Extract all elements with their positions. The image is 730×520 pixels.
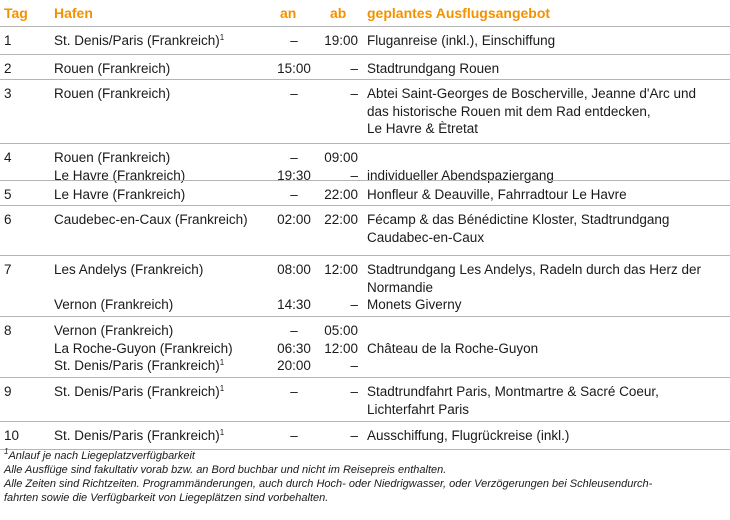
cell-tag: 4 bbox=[4, 150, 12, 165]
cell-an: 14:30 bbox=[277, 297, 311, 312]
cell-hafen: Les Andelys (Frankreich) bbox=[54, 262, 204, 277]
footnote-4: fahrten sowie die Verfügbarkeit von Liegeplätzen sind vorbehalten. bbox=[4, 492, 329, 504]
cell-tag: 3 bbox=[4, 86, 12, 101]
cell-an: – bbox=[290, 150, 298, 165]
cell-an: 19:30 bbox=[277, 167, 311, 183]
cell-angebot: Stadtrundfahrt Paris, Montmartre & Sacré Coeur, bbox=[367, 384, 659, 399]
cell-angebot: Stadtrundgang Les Andelys, Radeln durch das Herz der bbox=[367, 262, 701, 277]
cell-tag: 8 bbox=[4, 323, 12, 338]
cell-ab: 22:00 bbox=[324, 212, 358, 227]
cell-an: – bbox=[290, 187, 298, 202]
table-header bbox=[0, 0, 730, 26]
cell-an: 15:00 bbox=[277, 61, 311, 76]
cell-tag: 10 bbox=[4, 428, 20, 443]
table-row bbox=[0, 79, 730, 144]
cell-hafen: Le Havre (Frankreich) bbox=[54, 187, 186, 202]
cell-ab: – bbox=[350, 384, 358, 399]
cell-angebot: Château de la Roche-Guyon bbox=[367, 340, 539, 356]
table-row bbox=[0, 143, 730, 181]
cell-ab: 05:00 bbox=[324, 323, 358, 338]
cell-hafen: St. Denis/Paris (Frankreich)$^1$ bbox=[54, 33, 225, 48]
cell-ab: – bbox=[350, 86, 358, 101]
header-tag: Tag bbox=[4, 5, 28, 21]
footnote-2: Alle Ausflüge sind fakultativ vorab bzw. an Bord buchbar und nicht im Reisepreis enthalten. bbox=[4, 464, 447, 476]
footnote-1: $^1$Anlauf je nach Liegeplatzverfügbarkeit bbox=[4, 447, 195, 462]
cell-angebot: Fluganreise (inkl.), Einschiffung bbox=[367, 33, 556, 48]
cell-angebot: Normandie bbox=[367, 279, 434, 295]
table-row bbox=[0, 255, 730, 317]
cell-angebot: Honfleur & Deauville, Fahrradtour Le Havre bbox=[367, 187, 627, 202]
cell-hafen: La Roche-Guyon (Frankreich) bbox=[54, 340, 233, 356]
cell-ab: – bbox=[350, 167, 358, 183]
cell-ab: 22:00 bbox=[324, 187, 358, 202]
cell-angebot: Lichterfahrt Paris bbox=[367, 401, 470, 417]
table-row bbox=[0, 377, 730, 422]
cell-hafen: St. Denis/Paris (Frankreich)$^1$ bbox=[54, 428, 225, 443]
header-angebot: geplantes Ausflugsangebot bbox=[367, 5, 551, 21]
cell-hafen: Le Havre (Frankreich) bbox=[54, 167, 186, 183]
table-row bbox=[0, 54, 730, 80]
cell-hafen: Rouen (Frankreich) bbox=[54, 86, 171, 101]
cell-an: 20:00 bbox=[277, 358, 311, 373]
cell-hafen: Vernon (Frankreich) bbox=[54, 297, 174, 312]
cell-tag: 1 bbox=[4, 33, 12, 48]
cell-hafen: St. Denis/Paris (Frankreich)$^1$ bbox=[54, 358, 225, 373]
cell-tag: 6 bbox=[4, 212, 12, 227]
footnote-3: Alle Zeiten sind Richtzeiten. Programmänderungen, auch durch Hoch- oder Niedrigwasser, oder Verzögerungen bei Schleusendurch- bbox=[4, 478, 653, 490]
cell-hafen: Caudebec-en-Caux (Frankreich) bbox=[54, 212, 248, 227]
cell-ab: 12:00 bbox=[324, 340, 358, 356]
cell-hafen: St. Denis/Paris (Frankreich)$^1$ bbox=[54, 384, 225, 399]
cell-ab: 12:00 bbox=[324, 262, 358, 277]
cell-angebot: Fécamp & das Bénédictine Kloster, Stadtrundgang bbox=[367, 212, 670, 227]
header-an: an bbox=[280, 5, 297, 21]
table-row bbox=[0, 421, 730, 450]
cell-hafen: Rouen (Frankreich) bbox=[54, 61, 171, 76]
header-ab: ab bbox=[330, 5, 347, 21]
cell-tag: 5 bbox=[4, 187, 12, 202]
cell-an: 08:00 bbox=[277, 262, 311, 277]
cell-an: – bbox=[290, 33, 298, 48]
cell-angebot: Abtei Saint-Georges de Boscherville, Jeanne d'Arc und bbox=[367, 86, 697, 101]
cell-angebot: Stadtrundgang Rouen bbox=[367, 61, 500, 76]
cell-tag: 2 bbox=[4, 61, 12, 76]
cell-an: – bbox=[290, 86, 298, 101]
cell-angebot: Le Havre & Ètretat bbox=[367, 121, 479, 136]
cell-hafen: Vernon (Frankreich) bbox=[54, 323, 174, 338]
cell-ab: 09:00 bbox=[324, 150, 358, 165]
table-row bbox=[0, 26, 730, 55]
cell-angebot: Ausschiffung, Flugrückreise (inkl.) bbox=[367, 428, 570, 443]
cell-ab: – bbox=[350, 358, 358, 373]
cell-an: – bbox=[290, 384, 298, 399]
cell-ab: – bbox=[350, 297, 358, 312]
cell-angebot: Caudabec-en-Caux bbox=[367, 229, 485, 245]
cell-ab: – bbox=[350, 61, 358, 76]
cell-tag: 9 bbox=[4, 384, 12, 399]
cell-angebot: Monets Giverny bbox=[367, 297, 462, 312]
cell-tag: 7 bbox=[4, 262, 12, 277]
cell-hafen: Rouen (Frankreich) bbox=[54, 150, 171, 165]
cell-ab: – bbox=[350, 428, 358, 443]
table-row bbox=[0, 180, 730, 206]
cell-an: 06:30 bbox=[277, 340, 311, 356]
table-row bbox=[0, 316, 730, 378]
cell-an: – bbox=[290, 428, 298, 443]
cell-angebot: das historische Rouen mit dem Rad entdecken, bbox=[367, 103, 651, 119]
cell-ab: 19:00 bbox=[324, 33, 358, 48]
header-hafen: Hafen bbox=[54, 5, 93, 21]
cell-an: – bbox=[290, 323, 298, 338]
cell-angebot: individueller Abendspaziergang bbox=[367, 167, 554, 183]
cell-an: 02:00 bbox=[277, 212, 311, 227]
table-row bbox=[0, 205, 730, 256]
